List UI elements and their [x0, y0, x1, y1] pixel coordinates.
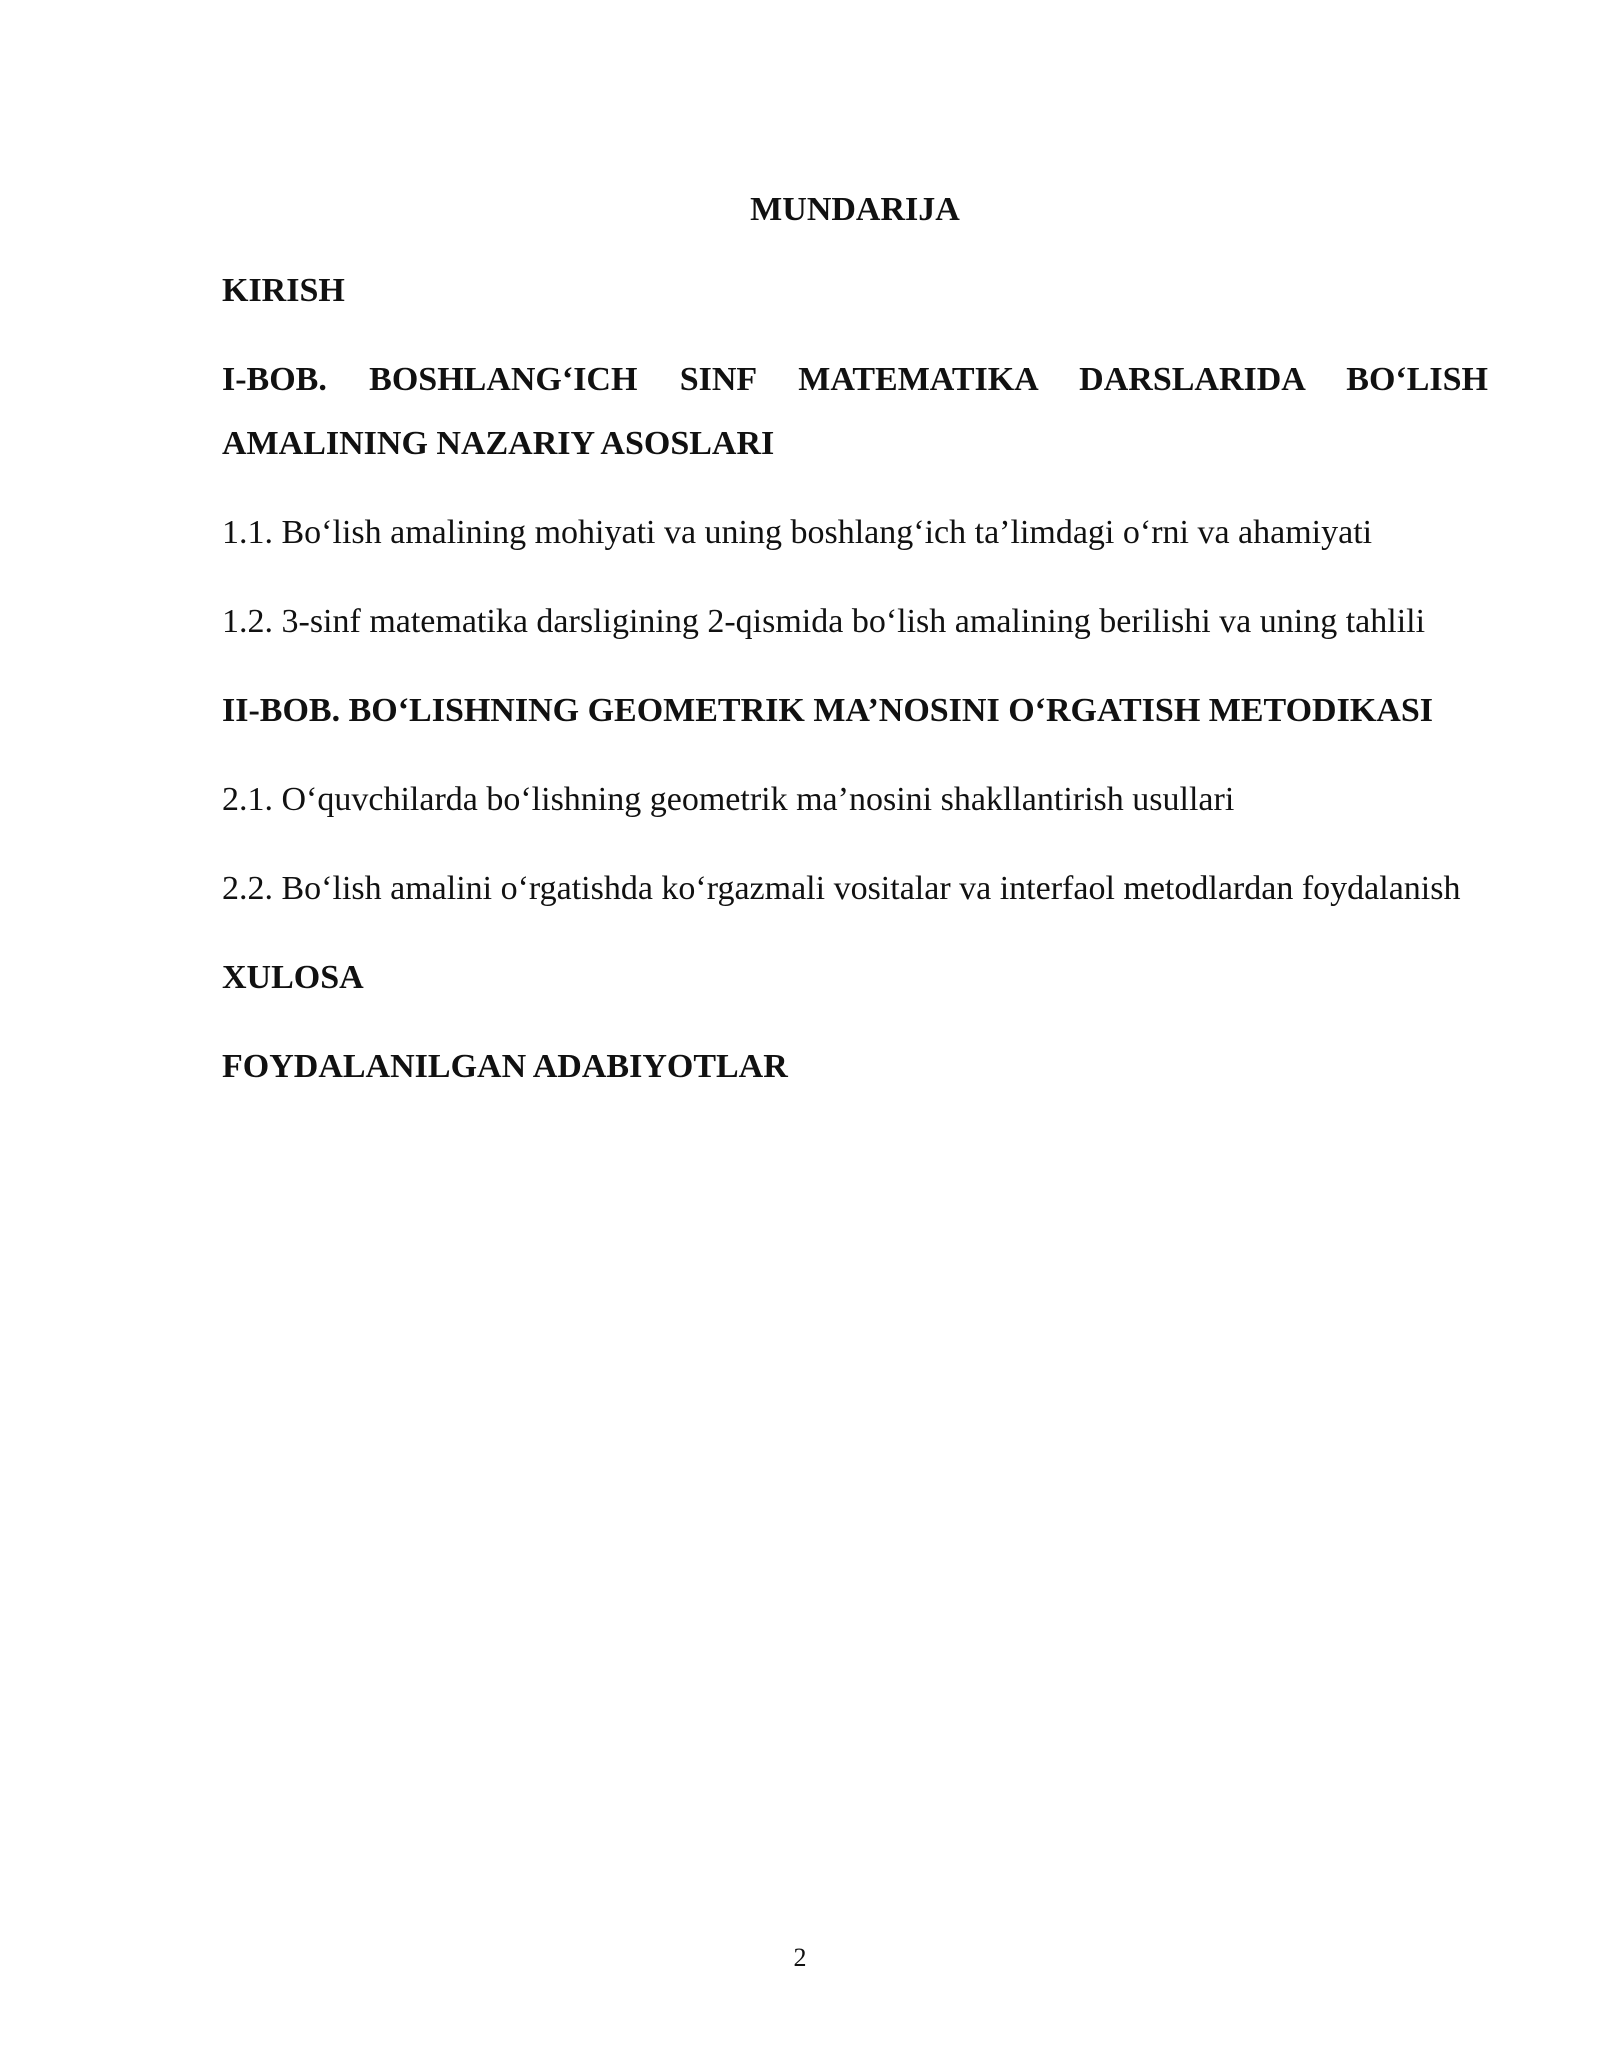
toc-entry-conclusion: XULOSA: [222, 959, 364, 996]
toc-entry-section-2-2: 2.2. Bo‘lish amalini o‘rgatishda ko‘rgazmali vositalar va interfaol metodlardan foydalanish: [222, 870, 1461, 907]
toc-title: MUNDARIJA: [750, 191, 960, 228]
toc-entry-introduction: KIRISH: [222, 272, 345, 309]
toc-entry-section-1-2: 1.2. 3-sinf matematika darsligining 2-qismida bo‘lish amalining berilishi va uning tahlili: [222, 603, 1426, 640]
toc-entry-chapter-1: I-BOB. BOSHLANG‘ICH SINF MATEMATIKA DARSLARIDA BO‘LISH AMALINING NAZARIY ASOSLARI: [222, 361, 1488, 462]
toc-entry-section-1-1: 1.1. Bo‘lish amalining mohiyati va uning boshlang‘ich ta’limdagi o‘rni va ahamiyati: [222, 514, 1373, 551]
table-of-contents: [222, 185, 1488, 1124]
toc-entry-references: FOYDALANILGAN ADABIYOTLAR: [222, 1048, 788, 1085]
toc-entry-chapter-2: II-BOB. BO‘LISHNING GEOMETRIK MA’NOSINI O‘RGATISH METODIKASI: [222, 692, 1433, 729]
page-number: 2: [793, 1943, 807, 1972]
toc-entry-section-2-1: 2.1. O‘quvchilarda bo‘lishning geometrik ma’nosini shakllantirish usullari: [222, 781, 1235, 818]
